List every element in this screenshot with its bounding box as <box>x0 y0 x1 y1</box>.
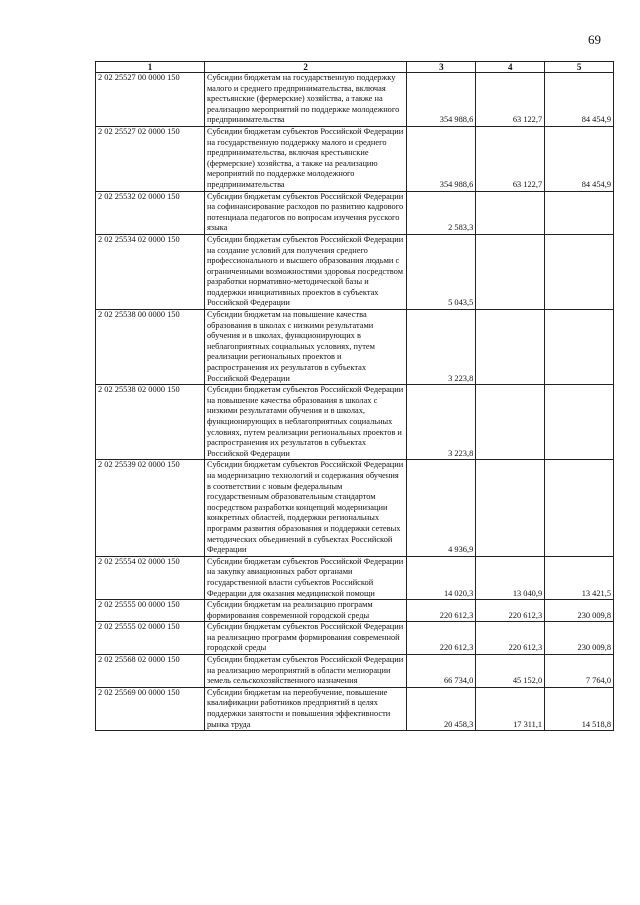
amount-col3: 3 223,8 <box>407 310 476 385</box>
income-description: Субсидии бюджетам на государственную поддержку малого и среднего предпринимательства, включая крестьянские (фермерские) хозяйства, а также на реализацию мероприятий по поддержке молодежного предпринимательства <box>204 73 406 127</box>
table-row <box>96 655 614 688</box>
budget-code: 2 02 25555 00 0000 150 <box>96 600 205 622</box>
budget-code: 2 02 25538 02 0000 150 <box>96 385 205 460</box>
amount-col5: 7 764,0 <box>545 655 614 688</box>
amount-col3: 3 223,8 <box>407 385 476 460</box>
amount-col4: 13 040,9 <box>476 556 545 599</box>
amount-col5: 14 518,8 <box>545 687 614 730</box>
amount-col4 <box>476 234 545 309</box>
header-row <box>96 62 614 73</box>
budget-table <box>95 61 614 731</box>
table-row <box>96 385 614 460</box>
amount-col4 <box>476 310 545 385</box>
table-row <box>96 600 614 622</box>
column-header-1: 1 <box>96 62 205 73</box>
amount-col5 <box>545 460 614 556</box>
amount-col5 <box>545 234 614 309</box>
amount-col5 <box>545 310 614 385</box>
column-header-3: 3 <box>407 62 476 73</box>
table-row <box>96 460 614 556</box>
budget-code: 2 02 25568 02 0000 150 <box>96 655 205 688</box>
column-header-5: 5 <box>545 62 614 73</box>
amount-col3: 20 458,3 <box>407 687 476 730</box>
amount-col5: 230 009,8 <box>545 622 614 655</box>
amount-col3: 14 020,3 <box>407 556 476 599</box>
table-row <box>96 73 614 127</box>
amount-col5 <box>545 385 614 460</box>
table-row <box>96 687 614 730</box>
amount-col4 <box>476 191 545 234</box>
income-description: Субсидии бюджетам на повышение качества образования в школах с низкими результатами обучения и в школах, функционирующих в неблагоприятных социальных условиях, путем реализации региональных проектов и распространения их результатов в субъектах Российской Федерации <box>204 310 406 385</box>
table-row <box>96 191 614 234</box>
amount-col4: 220 612,3 <box>476 600 545 622</box>
budget-code: 2 02 25527 02 0000 150 <box>96 126 205 191</box>
income-description: Субсидии бюджетам субъектов Российской Федерации на модернизацию технологий и содержания обучения в соответствии с новым федеральным государственным образовательным стандартом посредством разработки концепций модернизации конкретных областей, поддержки региональных программ развития образования и поддержки сетевых методических объединений в субъектах Российской Федерации <box>204 460 406 556</box>
amount-col5: 84 454,9 <box>545 126 614 191</box>
table-header <box>96 62 614 73</box>
page-number: 69 <box>588 32 601 47</box>
budget-code: 2 02 25554 02 0000 150 <box>96 556 205 599</box>
amount-col3: 220 612,3 <box>407 600 476 622</box>
income-description: Субсидии бюджетам субъектов Российской Федерации на реализацию мероприятий в области мелиорации земель сельскохозяйственного назначения <box>204 655 406 688</box>
amount-col3: 66 734,0 <box>407 655 476 688</box>
table-row <box>96 556 614 599</box>
budget-code: 2 02 25527 00 0000 150 <box>96 73 205 127</box>
table-row <box>96 126 614 191</box>
column-header-2: 2 <box>204 62 406 73</box>
income-description: Субсидии бюджетам субъектов Российской Федерации на повышение качества образования в школах с низкими результатами обучения и в школах, функционирующих в неблагоприятных социальных условиях, путем реализации региональных проектов и распространения их результатов в субъектах Российской Федерации <box>204 385 406 460</box>
amount-col3: 5 043,5 <box>407 234 476 309</box>
amount-col5: 84 454,9 <box>545 73 614 127</box>
income-description: Субсидии бюджетам субъектов Российской Федерации на софинансирование расходов по развитию кадрового потенциала педагогов по вопросам изучения русского языка <box>204 191 406 234</box>
amount-col4: 63 122,7 <box>476 73 545 127</box>
budget-code: 2 02 25532 02 0000 150 <box>96 191 205 234</box>
amount-col4: 45 152,0 <box>476 655 545 688</box>
amount-col5: 230 009,8 <box>545 600 614 622</box>
amount-col4: 220 612,3 <box>476 622 545 655</box>
amount-col4: 63 122,7 <box>476 126 545 191</box>
amount-col4 <box>476 460 545 556</box>
amount-col4: 17 311,1 <box>476 687 545 730</box>
income-description: Субсидии бюджетам субъектов Российской Федерации на государственную поддержку малого и среднего предпринимательства, включая крестьянские (фермерские) хозяйства, а также на реализацию мероприятий по поддержке молодежного предпринимательства <box>204 126 406 191</box>
income-description: Субсидии бюджетам субъектов Российской Федерации на реализацию программ формирования современной городской среды <box>204 622 406 655</box>
amount-col5: 13 421,5 <box>545 556 614 599</box>
table-row <box>96 310 614 385</box>
budget-code: 2 02 25555 02 0000 150 <box>96 622 205 655</box>
income-description: Субсидии бюджетам субъектов Российской Федерации на закупку авиационных работ органами государственной власти субъектов Российской Федерации для оказания медицинской помощи <box>204 556 406 599</box>
table-row <box>96 234 614 309</box>
budget-code: 2 02 25534 02 0000 150 <box>96 234 205 309</box>
amount-col4 <box>476 385 545 460</box>
income-description: Субсидии бюджетам субъектов Российской Федерации на создание условий для получения среднего профессионального и высшего образования людьми с ограниченными возможностями здоровья посредством разработки нормативно-методической базы и поддержки инициативных проектов в субъектах Российской Федерации <box>204 234 406 309</box>
amount-col3: 4 936,9 <box>407 460 476 556</box>
budget-code: 2 02 25569 00 0000 150 <box>96 687 205 730</box>
amount-col3: 2 583,3 <box>407 191 476 234</box>
amount-col3: 220 612,3 <box>407 622 476 655</box>
amount-col3: 354 988,6 <box>407 73 476 127</box>
income-description: Субсидии бюджетам на переобучение, повышение квалификации работников предприятий в целях поддержки занятости и повышения эффективности рынка труда <box>204 687 406 730</box>
table-row <box>96 622 614 655</box>
budget-code: 2 02 25539 02 0000 150 <box>96 460 205 556</box>
amount-col5 <box>545 191 614 234</box>
amount-col3: 354 988,6 <box>407 126 476 191</box>
column-header-4: 4 <box>476 62 545 73</box>
budget-code: 2 02 25538 00 0000 150 <box>96 310 205 385</box>
income-description: Субсидии бюджетам на реализацию программ формирования современной городской среды <box>204 600 406 622</box>
